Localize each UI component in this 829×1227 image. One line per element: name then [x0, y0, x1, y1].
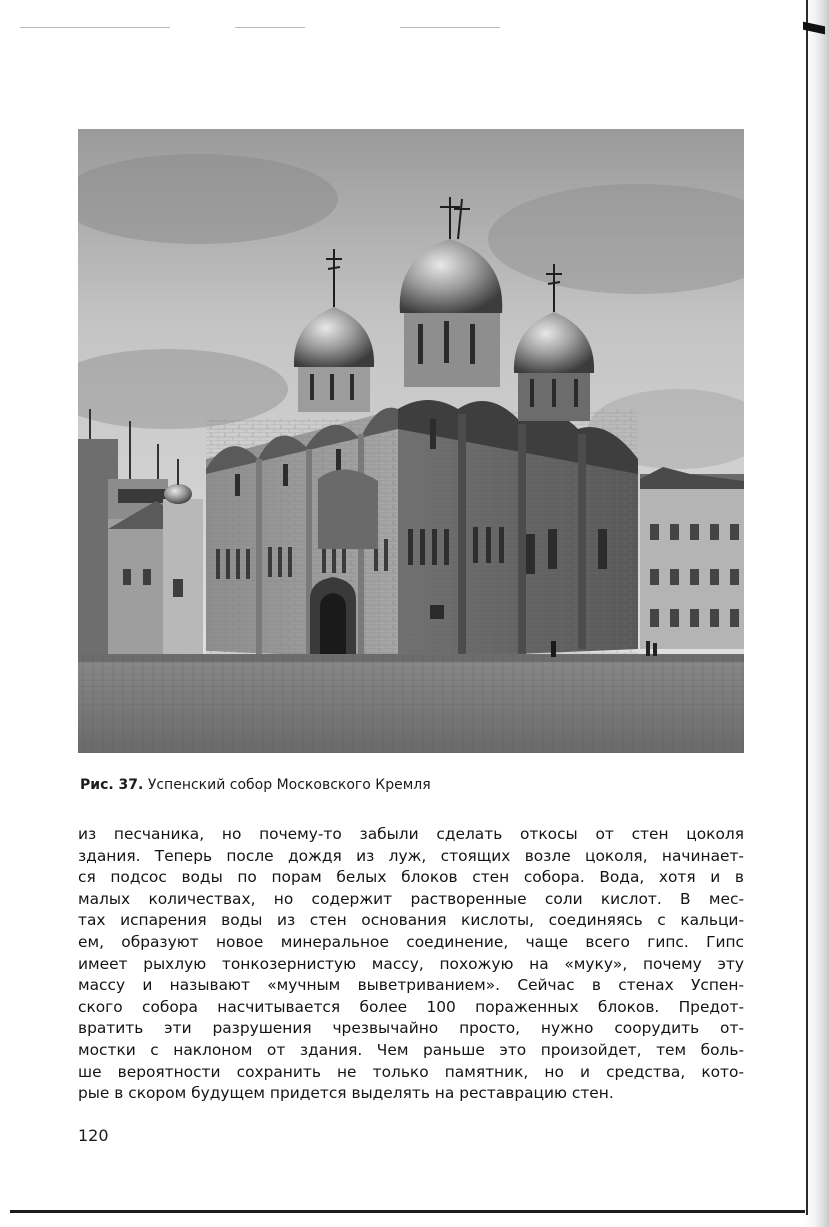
scan-artifact-rule	[400, 27, 500, 28]
text-line: тах испарения воды из стен основания кислоты, соединяясь с кальци-	[78, 911, 744, 930]
figure-caption	[80, 775, 740, 795]
text-line: массу и называют «мучным выветриванием». Сейчас в стенах Успен-	[78, 976, 744, 995]
text-line: малых количествах, но содержит растворенные соли кислот. В мес-	[78, 889, 744, 908]
text-line: из песчаника, но почему-то забыли сделать откосы от стен цоколя	[78, 825, 744, 843]
text-line: вратить эти разрушения чрезвычайно просто, нужно соорудить от-	[78, 1019, 744, 1038]
text-line: здания. Теперь после дождя из луж, стоящих возле цоколя, начинает-	[78, 846, 744, 865]
figure-label: Рис. 37.	[80, 777, 144, 793]
text-line: имеет рыхлую тонкозернистую массу, похожую на «муку», почему эту	[78, 954, 744, 973]
text-line: ского собора насчитывается более 100 пораженных блоков. Предот-	[78, 997, 744, 1016]
text-line: ем, образуют новое минеральное соединение, чаще всего гипс. Гипс	[78, 932, 744, 951]
cathedral-photo	[78, 129, 744, 753]
scan-artifact-rule	[235, 27, 305, 28]
text-line: ся подсос воды по порам белых блоков стен собора. Вода, хотя и в	[78, 868, 744, 887]
text-line: ше вероятности сохранить не только памятник, но и средства, кото-	[78, 1062, 744, 1081]
page-bottom-edge	[10, 1210, 805, 1213]
book-spine-edge	[806, 0, 808, 1215]
figure-caption-text: Успенский собор Московского Кремля	[147, 777, 431, 793]
text-line: рые в скором будущем придется выделять на реставрацию стен.	[78, 1084, 614, 1103]
text-line: мостки с наклоном от здания. Чем раньше это произойдет, тем боль-	[78, 1040, 744, 1059]
scan-artifact-rule	[20, 27, 170, 28]
body-text	[78, 824, 744, 1105]
page-number: 120	[78, 1126, 109, 1145]
